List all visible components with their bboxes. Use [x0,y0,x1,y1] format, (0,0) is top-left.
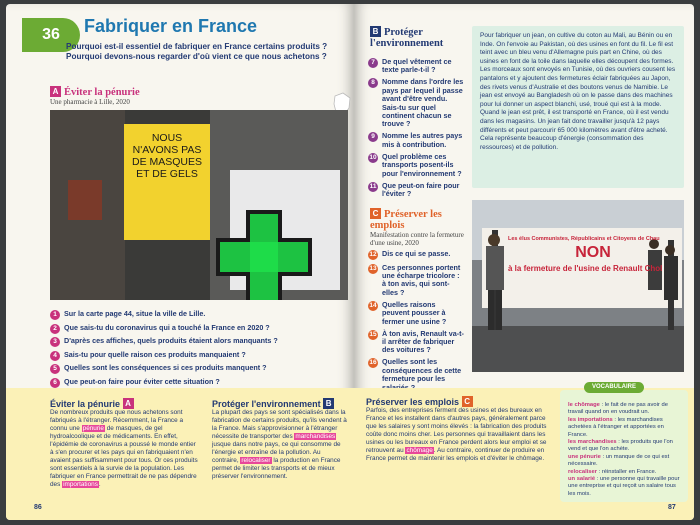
question-item: 15 À ton avis, Renault va-t-il arrêter de fabriquer des voitures ? [369,328,464,355]
summary-c-title: Préserver les emplois [366,397,460,407]
question-item: 2 Que sais-tu du coronavirus qui a touché la France en 2020 ? [50,324,340,334]
question-item: 9 Nomme les autres pays mis à contribution. [368,132,464,149]
intro-question-2: Pourquoi devons-nous regarder d'où vient ce que nous achetons ? [66,52,327,61]
vocabulary-entry: le chômage : le fait de ne pas avoir de travail quand on en voudrait un. [568,402,668,416]
section-b-letter: B [370,26,381,37]
question-item: 12 Dis ce qui se passe. [369,249,451,258]
question-item: 11 Que peut-on faire pour l'éviter ? [369,180,460,199]
question-item: 14 Quelles raisons peuvent pousser à fermer une usine ? [369,299,447,326]
summary-b-title: Protéger l'environnement [212,399,321,409]
section-c-subtitle: Manifestation contre la fermeture d'une usine, 2020 [370,231,464,247]
section-a-title: Éviter la pénurie [64,87,140,98]
vocabulary-entry: les importations : les marchandises achetées à l'étranger et apportées en France. [568,416,664,438]
vocabulary-entry: une pénurie : un manque de ce qui est nécessaire. [568,453,670,468]
question-item: 13 Ces personnes portent une écharpe tricolore : à ton avis, qui sont-elles ? [369,262,461,297]
section-a-letter: A [50,86,61,97]
question-item: 4 Sais-tu pour quelle raison ces produits manquaient ? [50,351,340,361]
summary-a-title: Éviter la pénurie [50,399,121,409]
page-number-left: 86 [34,504,42,511]
jean-production-text: Pour fabriquer un jean, on cultive du coton au Mali, au Bénin ou en Inde. On l'envoie au Pakistan, où des usines en font du fil. Le fil est teint avec un bleu venu d'Allemagne puis part en Chine, où des usines en font de la toile dans laquelle elles découpent des formes. Les morceaux sont envoyés en Tunisie, où des ouvriers cousent les pantalons et y ajoutent des fermetures éclair fabriquées au Japon, des rivets venus d'Australie et des boutons venus de Namibie. Le jean est envoyé au Bangladesh où on le passe dans des machines pour lui donner un aspect blanchi, usé, troué qui est à la mode. Quand le jean est prêt, il est transporté en France, où il est vendu dans les magasins. Un jean fait donc travailler jusqu'à 12 pays différents et peut parcourir 65 000 kilomètres avant d'être acheté. Cela représente beaucoup d'énergie (consommation des ressources) et de pollution. [472,26,684,188]
summary-block-c [366,396,554,463]
summary-b-text: La plupart des pays se sont spécialisés dans la fabrication de certains produits, qu'ils vendent à la France. Mais s'approvisionner à l'étranger nécessite de transporter des marchandises jusque dans notre pays, ce qui consomme de l'énergie et entraîne de la pollution. Au contraire, relocaliser la production en France permet de limiter les transports et de mieux préserver l'environnement. [212,409,347,480]
vocabulary-entry: relocaliser : réinstaller en France. [568,468,657,475]
intro-question-1: Pourquoi est-il essentiel de fabriquer en France certains produits ? [66,42,328,51]
protest-photo [472,200,684,372]
banner-text-1: Les élus Communistes, Républicains et Citoyens de Chau [508,236,660,242]
question-item: 3 D'après ces affiches, quels produits étaient alors manquants ? [50,337,340,347]
summary-a-text: De nombreux produits que nous achetons sont fabriqués à l'étranger. Récemment, la France a connu une pénurie de masques, de gel hydroalcoolique et de médicaments. En effet, l'épidémie de coronavirus a poussé le monde entier à s'en procurer et les pays qui en fabriquaient n'en avaient pas suffisamment pour tous. Or ces produits sont essentiels à la survie de la population. Les fabriquer en France permettrait de ne pas dépendre des importations. [50,409,198,488]
section-a-questions [50,310,340,392]
question-item: 5 Quelles sont les conséquences si ces produits manquent ? [50,364,340,374]
question-item: 6 Que peut-on faire pour éviter cette situation ? [50,378,340,388]
vocabulary-entry: les marchandises : les produits que l'on vend et que l'on achète. [568,439,673,453]
question-item: 16 Quelles sont les conséquences de cette fermeture pour les [369,357,462,384]
section-b-title: Protéger l'environnement [370,27,444,49]
open-textbook [6,4,694,520]
section-a-subtitle: Une pharmacie à Lille, 2020 [50,98,130,106]
summary-a-letter: A [123,398,134,409]
question-item: 8 Nomme dans l'ordre les pays par lequel il passe avant d'être vendu. Sais-tu sur quel continent chacun se trouve ? [368,78,464,128]
section-c-questions [368,250,464,396]
section-a-header [50,86,140,106]
question-item: 10 Quel problème ces transports posent-ils pour l'environnement ? [369,151,462,178]
summary-c-letter: C [462,396,473,407]
section-b-header [370,26,460,49]
protest-scene [472,200,684,372]
summary-block-a [50,398,200,489]
left-page [6,4,354,520]
banner-text-2: NON [575,244,611,261]
pharmacy-photo [50,110,348,300]
section-b-questions [368,58,464,202]
question-item: 7 De quel vêtement ce texte parle-t-il ? [368,58,464,75]
summary-block-b [212,398,348,481]
pharmacy-sign-text: NOUS N'AVONS PAS DE MASQUES ET DE GELS [131,132,202,180]
summary-c-text: Parfois, des entreprises ferment des usines et des bureaux en France et les installent dans d'autres pays, généralement parce que les salaires y sont moins élevés : la fabrication des produits coûte donc moins cher. Les personnes qui travaillaient dans les usines ou les bureaux en France perdent alors leur emploi et se retrouvent au chômage. Au contraire, continuer de produire en France permet de maintenir les emplois et d'éviter le chômage. [366,407,547,462]
right-page [354,4,694,520]
question-item: 1 Sur la carte page 44, situe la ville de Lille. [50,310,340,320]
banner-text-3: à la fermeture de l'usine de Renault Chol [508,264,663,273]
summary-b-letter: B [323,398,334,409]
section-c-title: Préserver les emplois [370,209,442,231]
vocabulary-box [560,384,688,502]
section-c-header [370,208,466,247]
vocabulary-tag: VOCABULAIRE [584,382,644,393]
section-c-letter: C [370,208,381,219]
page-number-right: 87 [668,504,676,511]
page-title: Fabriquer en France [84,16,258,36]
lesson-number-badge: 36 [22,18,80,52]
vocabulary-entry: un salarié : une personne qui travaille pour une entreprise et qui reçoit un salaire tous les mois. [568,476,680,497]
